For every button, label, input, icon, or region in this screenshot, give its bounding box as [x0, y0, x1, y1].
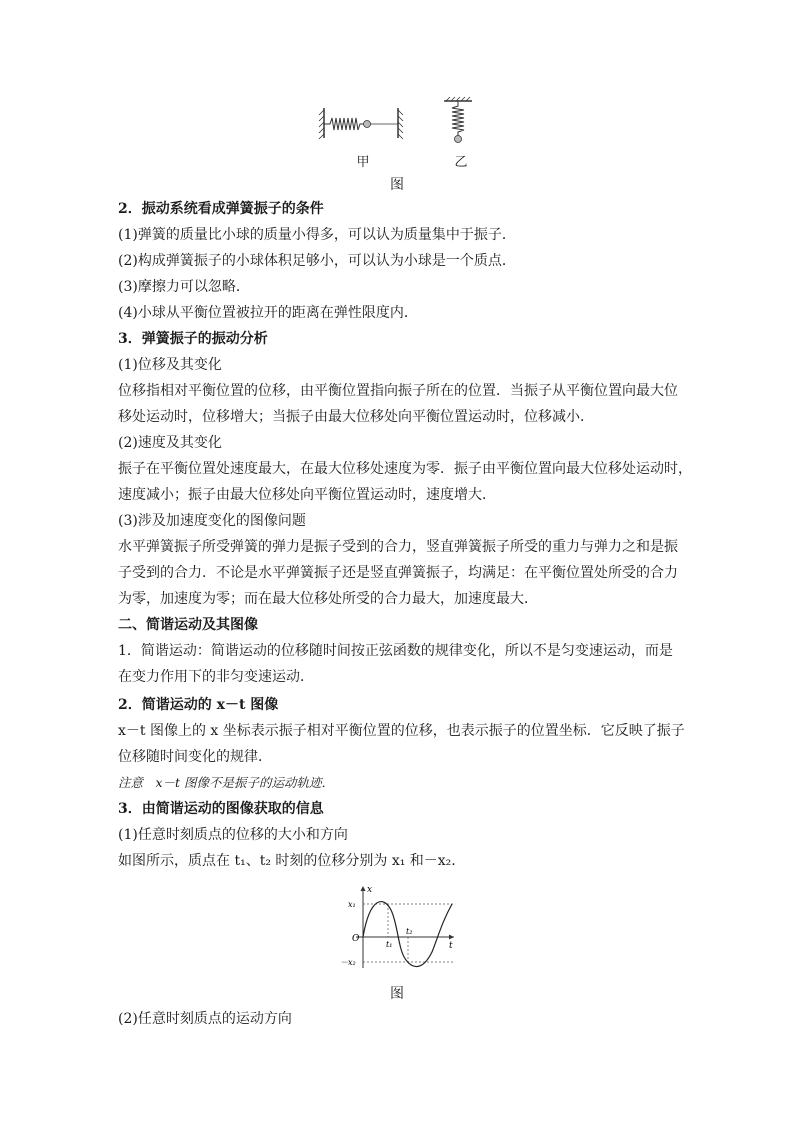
text-line: 位移随时间变化的规律． [118, 749, 272, 765]
section-heading-shm: 二、简谐运动及其图像 [118, 617, 258, 633]
subheading-displacement-direction: (1)任意时刻质点的位移的大小和方向 [118, 827, 348, 843]
subheading-acceleration: (3)涉及加速度变化的图像问题 [118, 513, 306, 529]
text-line: 子受到的合力．不论是水平弹簧振子还是竖直弹簧振子，均满足：在平衡位置处所受的合力 [118, 565, 678, 581]
horizontal-ball [364, 121, 371, 128]
text-line: (1)弹簧的质量比小球的质量小得多，可以认为质量集中于振子． [118, 227, 516, 243]
text-line: 速度减小；振子由最大位移处向平衡位置运动时，速度增大． [118, 487, 496, 503]
horizontal-spring [324, 118, 364, 130]
text-line: 1．简谐运动：简谐运动的位移随时间按正弦函数的规律变化，所以不是匀变速运动，而是 [118, 643, 673, 659]
text-line: (3)摩擦力可以忽略． [118, 279, 250, 295]
right-wall [398, 108, 403, 139]
heading-vibration-analysis: 3．弹簧振子的振动分析 [118, 331, 268, 347]
text-line: x－t 图像上的 x 坐标表示振子相对平衡位置的位移，也表示振子的位置坐标．它反映了振子 [118, 723, 685, 739]
text-line: 位移指相对平衡位置的位移，由平衡位置指向振子所在的位置．当振子从平衡位置向最大位 [118, 383, 678, 399]
heading-spring-conditions: 2．振动系统看成弹簧振子的条件 [118, 201, 324, 217]
heading-graph-info: 3．由简谐运动的图像获取的信息 [118, 801, 324, 817]
figure-label-jia: 甲 [356, 155, 370, 170]
left-wall [319, 108, 324, 139]
label-t2: t₂ [406, 927, 413, 936]
x-axis-arrow [361, 886, 366, 891]
ceiling [444, 97, 472, 101]
text-line: (4)小球从平衡位置被拉开的距离在弹性限度内． [118, 305, 418, 321]
xt-sine-figure [336, 882, 466, 972]
label-t1: t₁ [386, 940, 393, 949]
figure-label-yi: 乙 [454, 155, 468, 170]
vertical-ball [455, 136, 462, 143]
text-line: 如图所示，质点在 t₁、t₂ 时刻的位移分别为 x₁ 和－x₂. [118, 853, 456, 869]
label-neg-x2: －x₂ [340, 958, 356, 967]
subheading-motion-direction: (2)任意时刻质点的运动方向 [118, 1011, 292, 1027]
subheading-displacement: (1)位移及其变化 [118, 357, 222, 373]
axis-label-x: x [367, 885, 373, 895]
text-line: 振子在平衡位置处速度最大，在最大位移处速度为零．振子由平衡位置向最大位移处运动时， [118, 461, 692, 477]
heading-xt-graph: 2．简谐运动的 x－t 图像 [118, 697, 279, 713]
note-line: 注意 x－t 图像不是振子的运动轨迹． [118, 775, 335, 790]
subheading-velocity: (2)速度及其变化 [118, 435, 222, 451]
figure-caption-top: 图 [390, 177, 404, 193]
text-line: 为零，加速度为零；而在最大位移处所受的合力最大，加速度最大． [118, 591, 538, 607]
origin-label: O [352, 934, 360, 944]
text-line: 在变力作用下的非匀变速运动． [118, 669, 314, 685]
text-line: 移处运动时，位移增大；当振子由最大位移处向平衡位置运动时，位移减小． [118, 409, 594, 425]
figure-caption-sine: 图 [390, 986, 404, 1002]
label-x1: x₁ [348, 900, 356, 909]
axis-label-t: t [449, 941, 453, 951]
t-axis-arrow [449, 935, 454, 940]
vertical-spring [452, 101, 464, 136]
text-line: 水平弹簧振子所受弹簧的弹力是振子受到的合力，竖直弹簧振子所受的重力与弹力之和是振 [118, 539, 678, 555]
text-line: (2)构成弹簧振子的小球体积足够小，可以认为小球是一个质点． [118, 253, 516, 269]
